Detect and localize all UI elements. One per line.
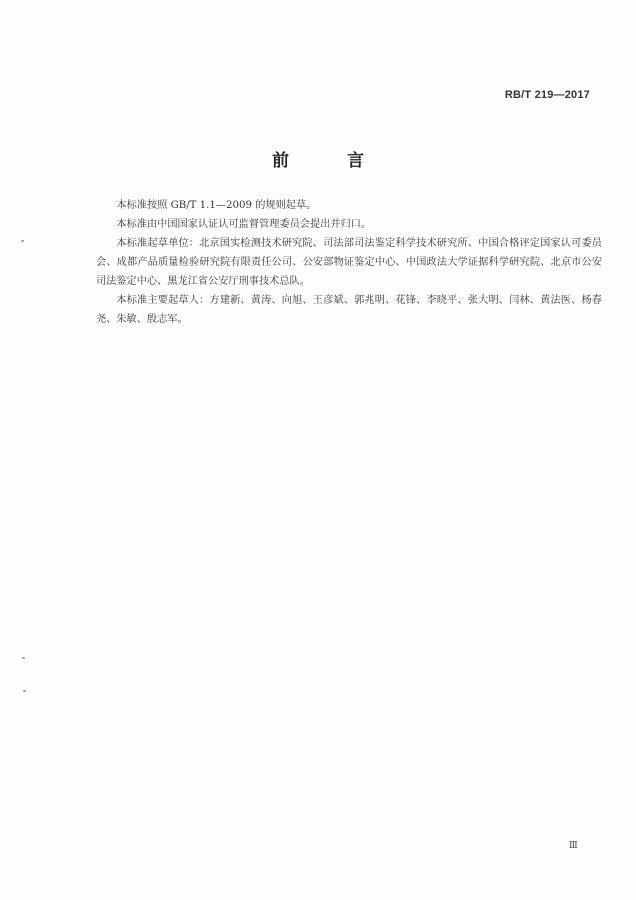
paragraph-drafters: 本标准主要起草人：方建新、黄涛、向旭、王彦斌、郭兆明、花锋、李晓平、张大明、闫林、黄法医、杨春尧、朱敏、殷志军。 (96, 295, 602, 325)
scan-speck (23, 690, 26, 692)
standard-code: RB/T 219—2017 (504, 89, 590, 101)
page-title: 前 言 (272, 151, 390, 171)
page-number: Ⅲ (569, 841, 578, 851)
paragraph-drafting-rules: 本标准按照 GB/T 1.1—2009 的规则起草。 (116, 200, 317, 211)
paragraph-proposer: 本标准由中国国家认证认可监督管理委员会提出并归口。 (116, 219, 372, 230)
paragraph-drafting-units: 本标准起草单位：北京国实检测技术研究院、司法部司法鉴定科学技术研究所、中国合格评定国家认可委员会、成都产品质量检验研究院有限责任公司、公安部物证鉴定中心、中国政法大学证据科学研究院、北京市公安司法鉴定中心、黑龙江省公安厅刑事技术总队。 (96, 238, 602, 287)
scan-speck (21, 240, 24, 242)
scan-speck (22, 657, 25, 659)
foreword-body (96, 196, 602, 329)
